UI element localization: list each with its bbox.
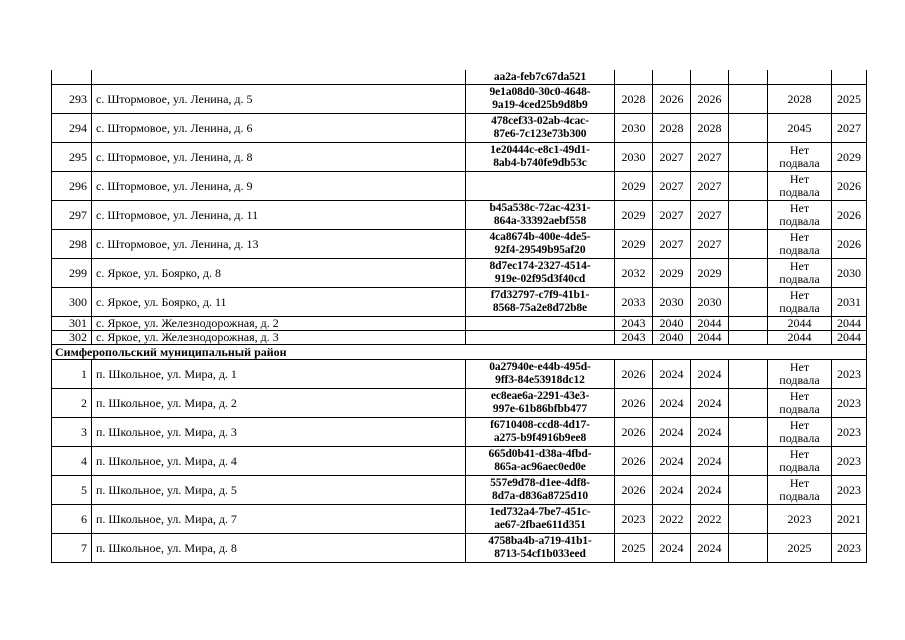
year-cell-2: 2024 [653,418,691,447]
address-cell [92,70,466,85]
year-cell-2: 2040 [653,317,691,331]
year-cell-4 [729,230,768,259]
year-cell-4 [729,534,768,563]
year-cell-4 [729,259,768,288]
year-cell-5: 2021 [832,505,867,534]
table-row [52,201,867,230]
address-cell: п. Школьное, ул. Мира, д. 4 [92,447,466,476]
year-cell-2: 2027 [653,143,691,172]
year-cell-5: 2026 [832,201,867,230]
year-cell-4 [729,389,768,418]
year-cell-1: 2030 [615,143,653,172]
building-id-cell [466,418,615,447]
address-cell: с. Штормовое, ул. Ленина, д. 8 [92,143,466,172]
building-id-cell [466,447,615,476]
address-cell: п. Школьное, ул. Мира, д. 7 [92,505,466,534]
row-number: 3 [52,418,92,447]
row-number: 299 [52,259,92,288]
address-cell: с. Штормовое, ул. Ленина, д. 9 [92,172,466,201]
basement-cell: 2028 [768,85,832,114]
table-row [52,85,867,114]
year-cell-5: 2023 [832,418,867,447]
year-cell-2 [653,70,691,85]
year-cell-3: 2027 [691,143,729,172]
building-id-line-2: 8713-54cf1b033eed [494,548,586,560]
building-id-line-2: 9a19-4ced25b9d8b9 [492,99,588,111]
year-cell-3: 2027 [691,172,729,201]
year-cell-3: 2026 [691,85,729,114]
building-id-line-1: ec8eae6a-2291-43e3- [490,390,590,402]
year-cell-4 [729,418,768,447]
year-cell-1: 2028 [615,85,653,114]
basement-cell: Нет подвала [768,230,832,259]
basement-cell: 2025 [768,534,832,563]
year-cell-3: 2022 [691,505,729,534]
year-cell-3: 2024 [691,534,729,563]
building-id-cell [466,85,615,114]
basement-cell: 2044 [768,317,832,331]
year-cell-4 [729,360,768,389]
year-cell-2: 2027 [653,230,691,259]
table-row [52,70,867,85]
year-cell-2: 2024 [653,534,691,563]
year-cell-3: 2030 [691,288,729,317]
year-cell-5: 2023 [832,389,867,418]
year-cell-2: 2027 [653,172,691,201]
basement-cell: Нет подвала [768,476,832,505]
year-cell-5: 2029 [832,143,867,172]
year-cell-1: 2029 [615,172,653,201]
year-cell-3: 2024 [691,360,729,389]
year-cell-2: 2024 [653,447,691,476]
year-cell-5: 2023 [832,447,867,476]
building-id-cell [466,259,615,288]
building-id-line-2: 864a-33392aebf558 [493,215,587,227]
housing-register-table [51,70,867,563]
year-cell-5 [832,70,867,85]
year-cell-4 [729,114,768,143]
building-id-line-1: b45a538c-72ac-4231- [489,202,591,214]
row-number: 7 [52,534,92,563]
year-cell-5: 2031 [832,288,867,317]
year-cell-1 [615,70,653,85]
building-id-line-1: 1e20444c-e8c1-49d1- [490,144,590,156]
building-id-line-2: 8568-75a2e8d72b8e [492,302,588,314]
year-cell-5: 2023 [832,534,867,563]
year-cell-3: 2024 [691,389,729,418]
basement-cell: 2023 [768,505,832,534]
year-cell-1: 2029 [615,230,653,259]
table-section [52,345,867,360]
basement-cell: Нет подвала [768,447,832,476]
basement-cell: Нет подвала [768,201,832,230]
year-cell-2: 2040 [653,331,691,345]
year-cell-1: 2026 [615,360,653,389]
year-cell-3: 2029 [691,259,729,288]
year-cell-5: 2044 [832,331,867,345]
basement-cell: Нет подвала [768,288,832,317]
row-number: 302 [52,331,92,345]
year-cell-5: 2026 [832,230,867,259]
address-cell: п. Школьное, ул. Мира, д. 2 [92,389,466,418]
year-cell-1: 2026 [615,447,653,476]
table-row [52,288,867,317]
row-number: 300 [52,288,92,317]
building-id-line-1: 1ed732a4-7be7-451c- [489,506,591,518]
row-number: 301 [52,317,92,331]
year-cell-2: 2024 [653,360,691,389]
address-cell: с. Штормовое, ул. Ленина, д. 11 [92,201,466,230]
building-id-line-2: 8d7a-d836a8725d10 [491,490,589,502]
table-row [52,418,867,447]
building-id-cell [466,360,615,389]
building-id-line-1: 557e9d78-d1ee-4df8- [490,477,590,489]
row-number: 296 [52,172,92,201]
table-row [52,360,867,389]
address-cell: с. Яркое, ул. Железнодорожная, д. 3 [92,331,466,345]
building-id-line-1: 8d7ec174-2327-4514- [489,260,591,272]
year-cell-3: 2027 [691,230,729,259]
building-id-line-1: 665d0b41-d38a-4fbd- [488,448,592,460]
building-id-cell [466,70,615,85]
table-row [52,230,867,259]
year-cell-1: 2029 [615,201,653,230]
year-cell-2: 2028 [653,114,691,143]
building-id-cell [466,476,615,505]
year-cell-1: 2030 [615,114,653,143]
building-id-line-1: f7d32797-c7f9-41b1- [490,289,590,301]
year-cell-2: 2024 [653,389,691,418]
building-id-line-2: a275-b9f4916b9ee8 [493,432,587,444]
year-cell-4 [729,288,768,317]
table-row [52,476,867,505]
year-cell-1: 2026 [615,389,653,418]
building-id-line-2: 997e-61b86bfbb477 [492,403,588,415]
address-cell: п. Школьное, ул. Мира, д. 5 [92,476,466,505]
building-id-cell [466,143,615,172]
year-cell-2: 2024 [653,476,691,505]
year-cell-5: 2025 [832,85,867,114]
section-title: Симферопольский муниципальный район [52,345,867,360]
building-id-line-2: ae67-2fbae611d351 [494,519,586,531]
table-row [52,172,867,201]
year-cell-2: 2022 [653,505,691,534]
address-cell: с. Штормовое, ул. Ленина, д. 5 [92,85,466,114]
year-cell-3: 2027 [691,201,729,230]
year-cell-5: 2023 [832,360,867,389]
address-cell: с. Штормовое, ул. Ленина, д. 13 [92,230,466,259]
table-row [52,114,867,143]
year-cell-4 [729,331,768,345]
basement-cell: Нет подвала [768,172,832,201]
building-id-cell [466,230,615,259]
year-cell-4 [729,505,768,534]
year-cell-3: 2024 [691,447,729,476]
year-cell-2: 2026 [653,85,691,114]
building-id-line-1: 4ca8674b-400e-4de5- [489,231,591,243]
table-row [52,447,867,476]
building-id-line-2: 865a-ac96aec0ed0e [494,461,586,473]
building-id-line-1: f6710408-ccd8-4d17- [490,419,590,431]
building-id-cell [466,201,615,230]
building-id-cell [466,317,615,331]
year-cell-5: 2027 [832,114,867,143]
building-id-line-1: 4758ba4b-a719-41b1- [488,535,592,547]
section-row [52,345,867,360]
year-cell-3: 2028 [691,114,729,143]
year-cell-3: 2024 [691,476,729,505]
building-id-cell [466,114,615,143]
year-cell-5: 2044 [832,317,867,331]
table-row [52,143,867,172]
row-number [52,70,92,85]
year-cell-4 [729,70,768,85]
basement-cell: Нет подвала [768,360,832,389]
year-cell-1: 2025 [615,534,653,563]
building-id-line-2: 87e6-7c123e73b300 [493,128,587,140]
building-id-cell [466,505,615,534]
building-id-cell [466,389,615,418]
row-number: 295 [52,143,92,172]
year-cell-3 [691,70,729,85]
year-cell-5: 2030 [832,259,867,288]
row-number: 5 [52,476,92,505]
basement-cell: 2045 [768,114,832,143]
building-id-cell [466,288,615,317]
address-cell: п. Школьное, ул. Мира, д. 3 [92,418,466,447]
row-number: 6 [52,505,92,534]
basement-cell: Нет подвала [768,418,832,447]
year-cell-1: 2032 [615,259,653,288]
year-cell-1: 2043 [615,331,653,345]
address-cell: п. Школьное, ул. Мира, д. 1 [92,360,466,389]
year-cell-2: 2027 [653,201,691,230]
year-cell-4 [729,143,768,172]
basement-cell: Нет подвала [768,389,832,418]
building-id-line-1: 9e1a08d0-30c0-4648- [489,86,591,98]
row-number: 297 [52,201,92,230]
year-cell-5: 2026 [832,172,867,201]
building-id-line-1: 478cef33-02ab-4cac- [491,115,589,127]
table-row [52,534,867,563]
building-id-cell [466,534,615,563]
table-body-lower [52,360,867,563]
year-cell-4 [729,447,768,476]
year-cell-3: 2044 [691,317,729,331]
building-id-cell [466,331,615,345]
building-id-line-2: 9ff3-84e53918dc12 [495,374,585,386]
table-row [52,317,867,331]
year-cell-2: 2029 [653,259,691,288]
year-cell-4 [729,201,768,230]
building-id-line-1: aa2a-feb7c67da521 [493,70,587,83]
building-id-line-2: 92f4-29549b95af20 [494,244,586,256]
building-id-line-2: 8ab4-b740fe9db53c [493,157,587,169]
basement-cell [768,70,832,85]
year-cell-1: 2023 [615,505,653,534]
basement-cell: Нет подвала [768,259,832,288]
row-number: 294 [52,114,92,143]
address-cell: с. Яркое, ул. Боярко, д. 8 [92,259,466,288]
year-cell-2: 2030 [653,288,691,317]
year-cell-4 [729,317,768,331]
basement-cell: 2044 [768,331,832,345]
row-number: 4 [52,447,92,476]
year-cell-1: 2033 [615,288,653,317]
row-number: 2 [52,389,92,418]
building-id-line-2: 919e-02f95d3f40cd [494,273,586,285]
table-row [52,505,867,534]
year-cell-4 [729,172,768,201]
year-cell-3: 2044 [691,331,729,345]
year-cell-3: 2024 [691,418,729,447]
row-number: 298 [52,230,92,259]
building-id-cell [466,172,615,201]
table-row [52,331,867,345]
address-cell: с. Яркое, ул. Боярко, д. 11 [92,288,466,317]
address-cell: с. Яркое, ул. Железнодорожная, д. 2 [92,317,466,331]
row-number: 293 [52,85,92,114]
address-cell: п. Школьное, ул. Мира, д. 8 [92,534,466,563]
address-cell: с. Штормовое, ул. Ленина, д. 6 [92,114,466,143]
year-cell-1: 2043 [615,317,653,331]
basement-cell: Нет подвала [768,143,832,172]
year-cell-4 [729,85,768,114]
year-cell-4 [729,476,768,505]
year-cell-1: 2026 [615,418,653,447]
year-cell-5: 2023 [832,476,867,505]
table-body-upper [52,70,867,345]
building-id-line-1: 0a27940e-e44b-495d- [489,361,591,373]
year-cell-1: 2026 [615,476,653,505]
table-row [52,389,867,418]
row-number: 1 [52,360,92,389]
table-row [52,259,867,288]
